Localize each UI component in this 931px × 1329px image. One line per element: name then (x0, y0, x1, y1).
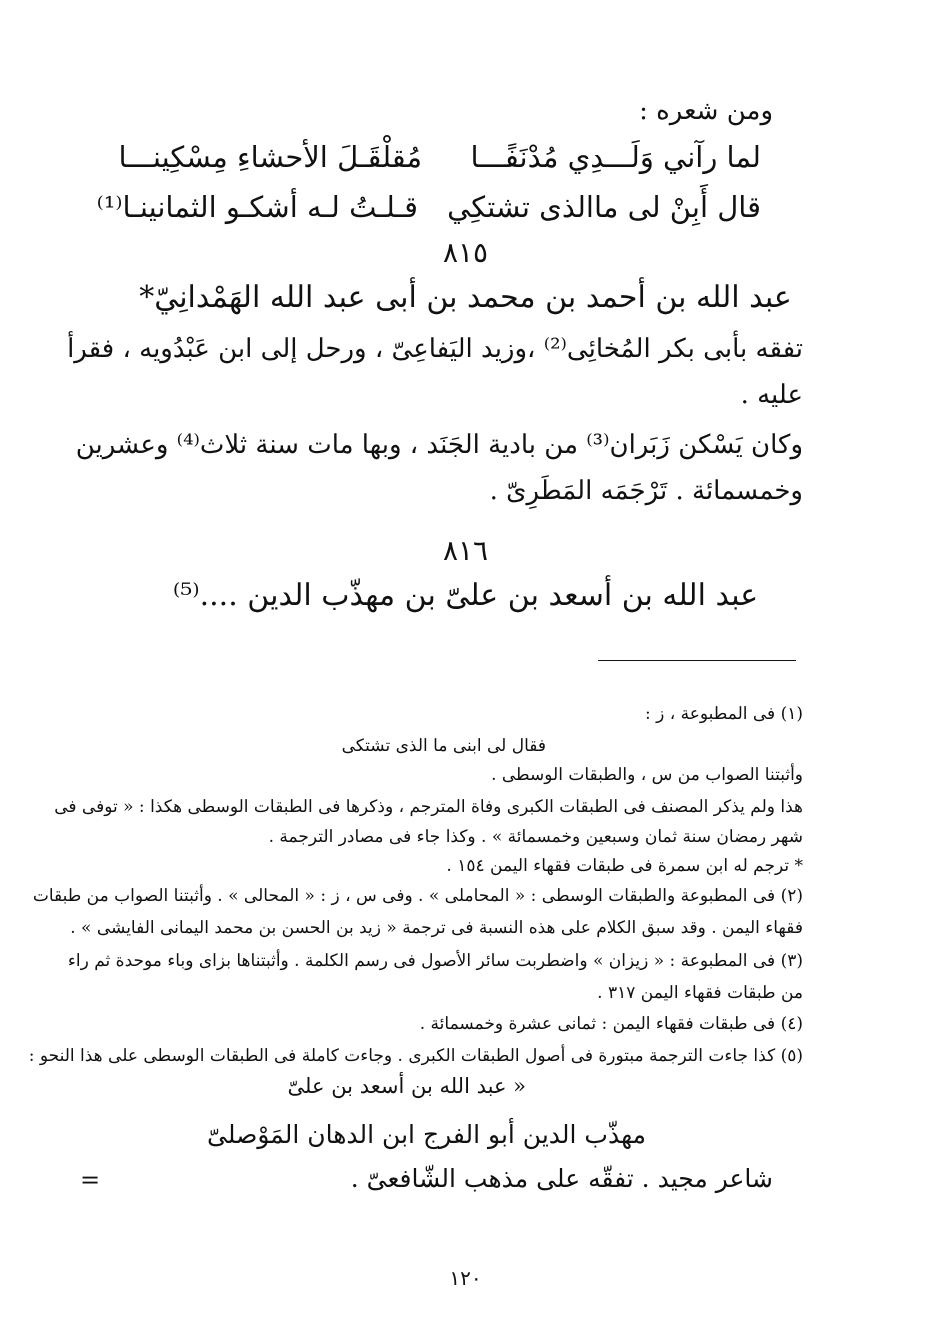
footnote-1-line: شهر رمضان سنة ثمان وسبعين وخمسمائة » . وكذا جاء فى مصادر الترجمة . (268, 827, 803, 847)
entry-body-line: وخمسمائة . تَرْجَمَه المَطَرِىّ . (489, 476, 803, 506)
footnote-2: (٢) فى المطبوعة والطبقات الوسطى : « المحاملى » . وفى س ، ز : « المحالى » . وأثبتنا الصواب من طبقات (32, 886, 803, 906)
footnote-5-quote-line: مهذّب الدين أبو الفرج ابن الدهان المَوْصلىّ (207, 1120, 646, 1149)
footnote-1-quote: فقال لى ابنى ما الذى تشتكى (341, 736, 546, 756)
entry-body-line: عليه . (740, 380, 803, 410)
footnote-separator (598, 660, 796, 661)
footnote-1: (١) فى المطبوعة ، ز : (645, 704, 803, 724)
entry-body-line: تفقه بأبى بكر المُخائِى⁽²⁾ ،وزيد اليَفاعِىّ ، ورحل إلى ابن عَبْدُويه ، فقرأ (67, 334, 803, 364)
footnote-2-line: فقهاء اليمن . وقد سبق الكلام على هذه النسبة فى ترجمة « زيد بن الحسن بن محمد اليمانى الفايشى » . (70, 918, 803, 938)
footnote-5: (٥) كذا جاءت الترجمة مبتورة فى أصول الطبقات الكبرى . وجاءت كاملة فى الطبقات الوسطى على هذا النحو : (28, 1046, 803, 1066)
footnote-3: (٣) فى المطبوعة : « زيزان » واضطربت سائر الأصول فى رسم الكلمة . وأثبتناها بزاى وباء موحدة ثم راء (67, 951, 803, 971)
poem-intro: ومن شعره : (639, 96, 773, 126)
footnote-1-line: وأثبتنا الصواب من س ، والطبقات الوسطى . (491, 765, 803, 785)
verse-1-second-hemistich: مُقلْقَـلَ الأحشاءِ مِسْكِينـــا (118, 140, 422, 174)
entry-body-line: وكان يَسْكن زَبَران⁽³⁾ من بادية الجَنَد ، وبها مات سنة ثلاث⁽⁴⁾ وعشرين (75, 430, 803, 460)
continuation-mark: = (80, 1166, 101, 1194)
entry-number: ٨١٦ (442, 534, 489, 567)
footnote-1-line: هذا ولم يذكر المصنف فى الطبقات الكبرى وفاة المترجم ، وذكرها فى الطبقات الوسطى هكذا : « توفى فى (54, 797, 803, 817)
verse-2-second-hemistich: قـلـتُ لـه أشكـو الثمانينـا⁽¹⁾ (96, 190, 418, 224)
entry-heading: عبد الله بن أسعد بن علىّ بن مهذّب الدين ....⁽⁵⁾ (172, 578, 759, 613)
footnote-3-line: من طبقات فقهاء اليمن ٣١٧ . (597, 983, 803, 1003)
verse-2-first-hemistich: قال أَبِنْ لى ماالذى تشتكِي (447, 190, 761, 224)
verse-1-first-hemistich: لما رآني وَلَـــدِي مُدْنَفًـــا (470, 140, 761, 174)
footnote-star: * ترجم له ابن سمرة فى طبقات فقهاء اليمن ١٥٤ . (446, 856, 803, 876)
footnote-5-quote-line: شاعر مجيد . تفقّه على مذهب الشّافعىّ . (350, 1164, 773, 1193)
page-number: ١٢٠ (449, 1266, 482, 1290)
footnote-5-quote-line: « عبد الله بن أسعد بن علىّ (287, 1074, 526, 1098)
footnote-4: (٤) فى طبقات فقهاء اليمن : ثمانى عشرة وخمسمائة . (419, 1014, 803, 1034)
entry-heading: عبد الله بن أحمد بن محمد بن أبى عبد الله الهَمْدانِيّ* (139, 280, 792, 315)
entry-number: ٨١٥ (442, 236, 489, 269)
